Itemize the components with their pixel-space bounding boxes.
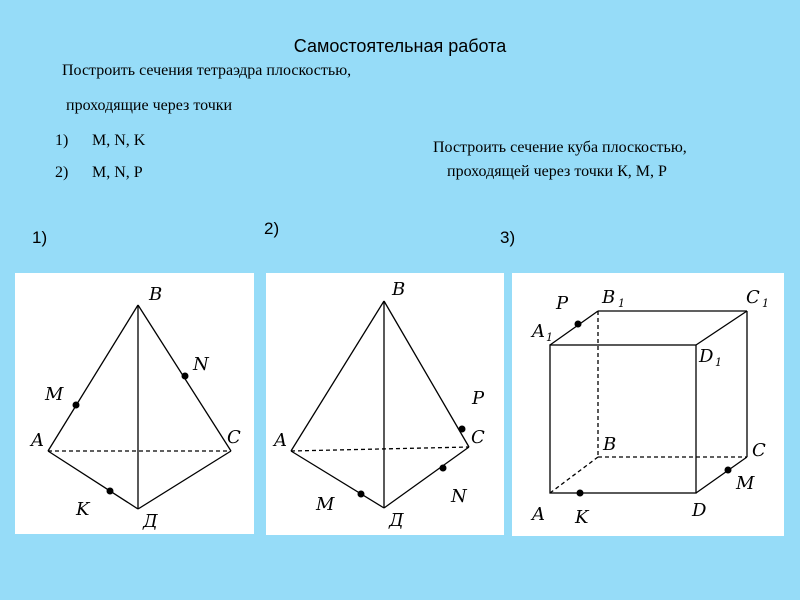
edge-A1B1 — [550, 311, 598, 345]
label-P: P — [556, 293, 569, 314]
label-A: A — [274, 430, 287, 451]
tetrahedron-figure-2 — [266, 273, 504, 535]
label-A: A — [532, 504, 545, 525]
edge-AB — [291, 301, 384, 451]
tetrahedron-figure-1 — [15, 273, 254, 534]
label-M: M — [45, 384, 64, 405]
cube-drawing — [512, 273, 784, 536]
edge-AC-hidden — [291, 447, 469, 451]
edge-AB — [48, 305, 138, 451]
tetrahedron-1-drawing — [15, 273, 254, 534]
label-A1-subscript: 1 — [546, 331, 553, 344]
point-P — [459, 426, 466, 433]
point-P — [575, 321, 582, 328]
label-N: N — [193, 354, 209, 375]
edge-DC — [138, 451, 231, 509]
tetra-task-line1: Построить сечения тетраэдра плоскостью, — [62, 62, 352, 79]
edge-D1C1 — [696, 311, 747, 345]
point-M — [358, 491, 365, 498]
label-C: C — [752, 440, 766, 461]
edge-AD — [291, 451, 384, 508]
point-N — [440, 465, 447, 472]
tetrahedron-2-drawing — [266, 273, 504, 535]
edge-BC — [384, 301, 469, 447]
cube-task-line2: проходящей через точки К, М, Р — [447, 163, 667, 180]
label-K: K — [575, 507, 589, 528]
label-A: A — [31, 430, 44, 451]
label-C1: C — [746, 287, 760, 308]
label-M: M — [736, 473, 755, 494]
label-B1: B — [602, 287, 616, 308]
cube-figure — [512, 273, 784, 536]
point-K — [107, 488, 114, 495]
figure-number-3: 3) — [500, 228, 516, 247]
tetra-item-1-text: M, N, K — [92, 132, 146, 149]
label-B1-subscript: 1 — [618, 297, 625, 310]
label-B: B — [392, 279, 406, 300]
figure-number-1: 1) — [32, 228, 48, 247]
label-D1-subscript: 1 — [715, 356, 722, 369]
page-title: Самостоятельная работа — [293, 36, 507, 56]
cube-front-face — [550, 345, 696, 493]
label-B: B — [149, 284, 163, 305]
tetra-task-line2: проходящие через точки — [66, 97, 233, 114]
tetra-item-2-number: 2) — [55, 164, 69, 181]
label-P: P — [472, 388, 485, 409]
edge-AB-hidden — [550, 457, 598, 493]
label-C: C — [471, 427, 485, 448]
point-M — [73, 402, 80, 409]
label-C1-subscript: 1 — [762, 297, 769, 310]
edge-AD — [48, 451, 138, 509]
tetra-item-2-text: M, N, P — [92, 164, 143, 181]
tetra-item-1-number: 1) — [55, 132, 69, 149]
label-N: N — [451, 486, 467, 507]
label-B: B — [603, 434, 617, 455]
label-A1: A — [532, 321, 545, 342]
label-D1: D — [699, 346, 714, 367]
label-M: M — [316, 494, 335, 515]
cube-task-line1: Построить сечение куба плоскостью, — [433, 139, 687, 156]
point-K — [577, 490, 584, 497]
label-D: D — [692, 500, 707, 521]
label-K: K — [76, 499, 90, 520]
label-D: Д — [143, 511, 158, 532]
label-C: C — [227, 427, 241, 448]
label-D: Д — [389, 510, 404, 531]
figure-number-2: 2) — [264, 219, 280, 238]
point-N — [182, 373, 189, 380]
point-M — [725, 467, 732, 474]
